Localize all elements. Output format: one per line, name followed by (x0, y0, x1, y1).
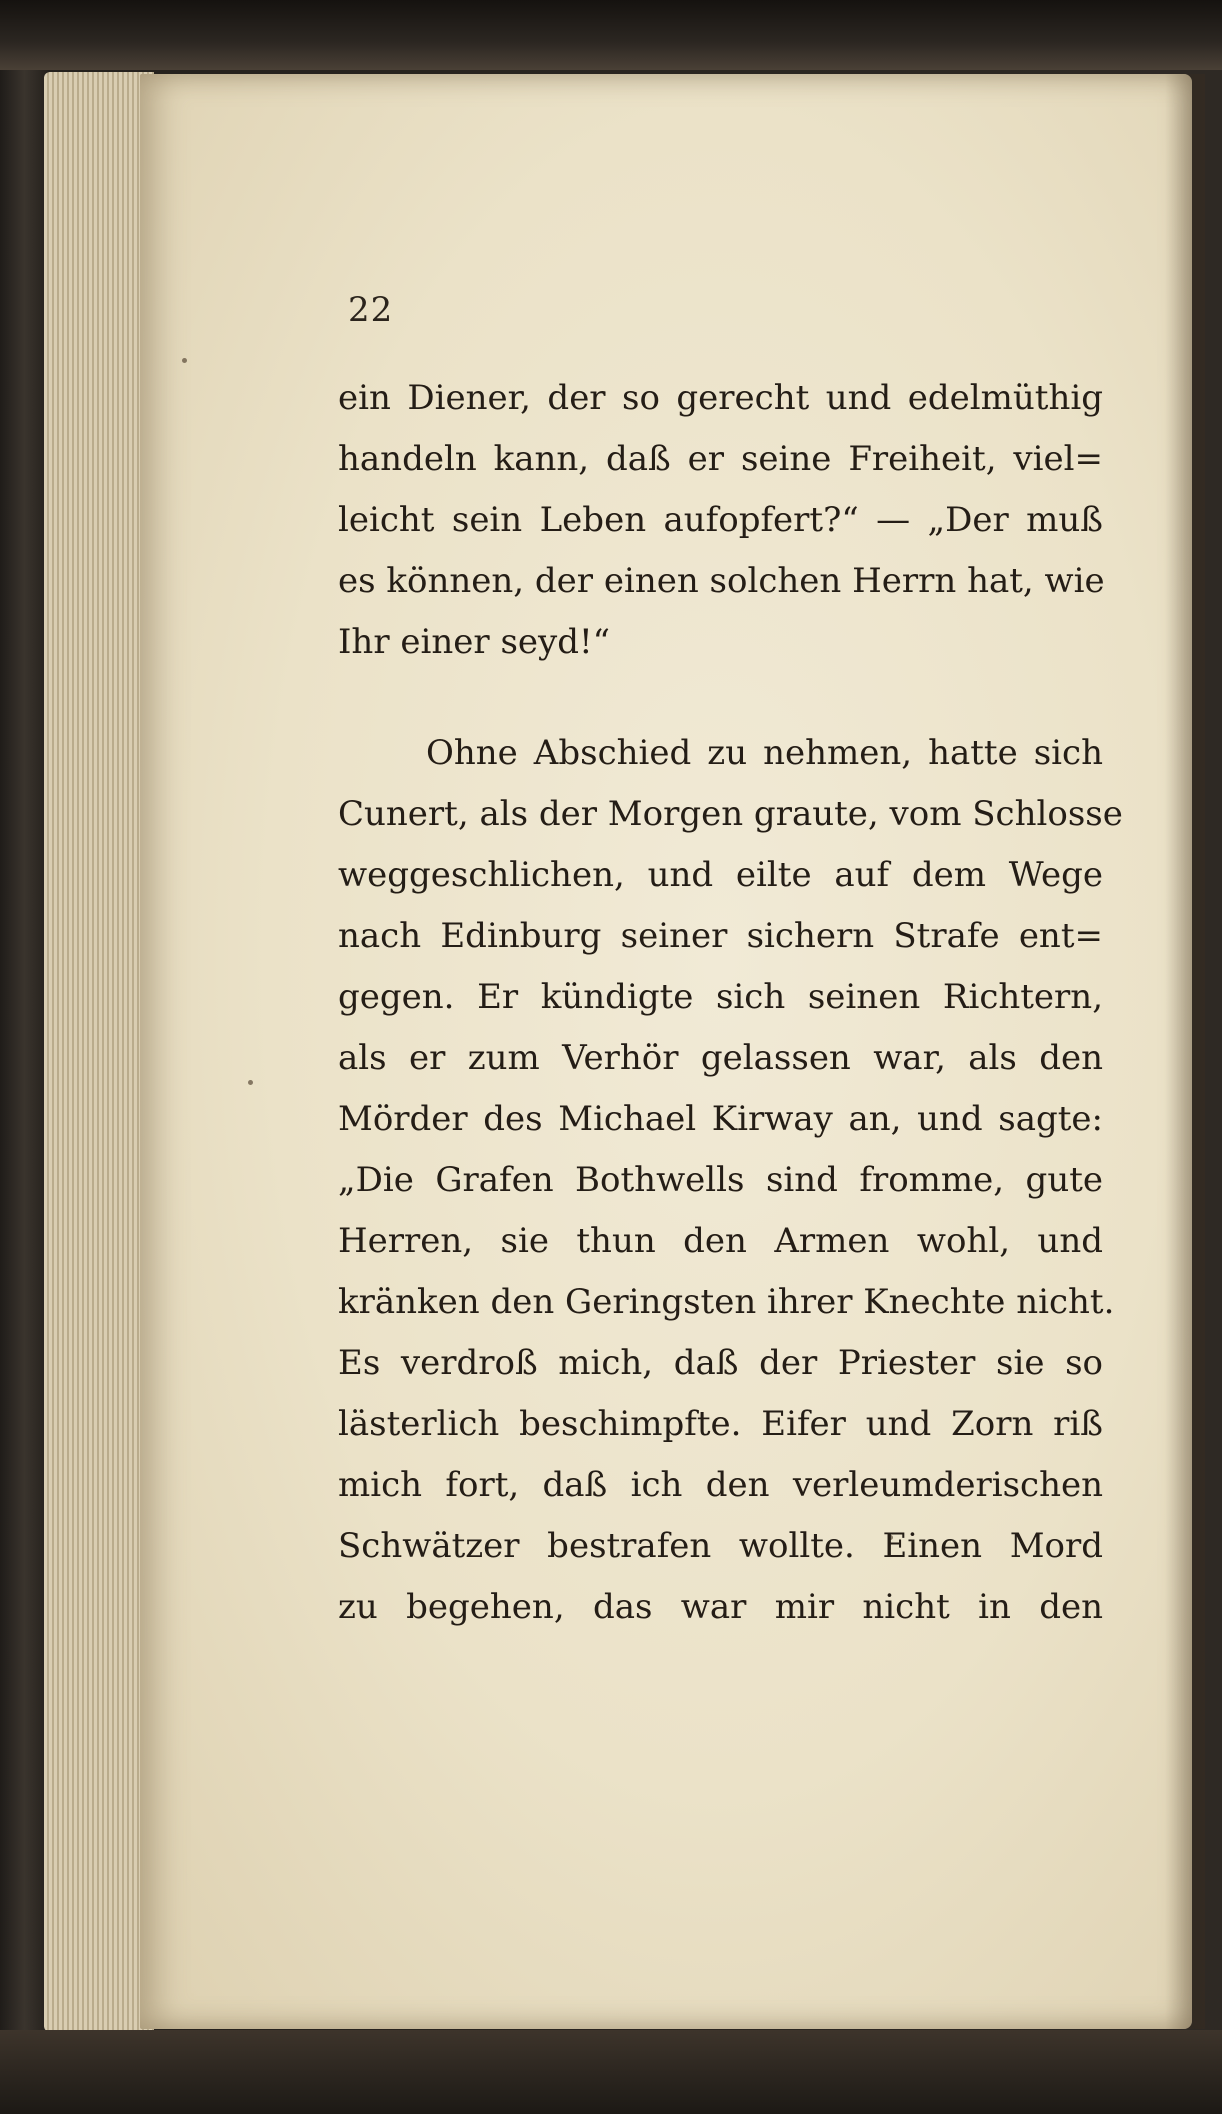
text-line: leicht sein Leben aufopfert?“ — „Der muß (338, 500, 1103, 540)
text-line: Mörder des Michael Kirway an, und sagte: (338, 1099, 1103, 1139)
paper-speck (248, 1080, 253, 1085)
text-line: weggeschlichen, und eilte auf dem Wege (338, 855, 1103, 895)
text-line: es können, der einen solchen Herrn hat, wie (338, 561, 1105, 601)
text-line: lästerlich beschimpfte. Eifer und Zorn riß (338, 1404, 1103, 1444)
text-line: zu begehen, das war mir nicht in den (338, 1587, 1103, 1627)
text-line: Schwätzer bestrafen wollte. Einen Mord (338, 1526, 1103, 1566)
text-line: gegen. Er kündigte sich seinen Richtern, (338, 977, 1103, 1017)
book-cover-top (0, 0, 1222, 70)
book-cover-bottom (0, 2030, 1222, 2114)
text-line: als er zum Verhör gelassen war, als den (338, 1038, 1103, 1078)
text-line: handeln kann, daß er seine Freiheit, viel= (338, 439, 1103, 479)
paragraph-gap (338, 673, 1103, 723)
text-line: nach Edinburg seiner sichern Strafe ent= (338, 916, 1103, 956)
text-line: Ihr einer seyd!“ (338, 622, 611, 662)
text-line: Cunert, als der Morgen graute, vom Schlosse (338, 794, 1123, 834)
body-text (338, 368, 1123, 1638)
text-line: Ohne Abschied zu nehmen, hatte sich (426, 733, 1103, 773)
paper-speck (182, 358, 187, 363)
gutter-shadow (1165, 74, 1205, 2029)
page-number: 22 (348, 290, 394, 330)
text-line: ein Diener, der so gerecht und edelmüthig (338, 378, 1103, 418)
text-line: mich fort, daß ich den verleumderischen (338, 1465, 1103, 1505)
text-line: kränken den Geringsten ihrer Knechte nicht. (338, 1282, 1115, 1322)
text-line: „Die Grafen Bothwells sind fromme, gute (338, 1160, 1103, 1200)
text-line: Herren, sie thun den Armen wohl, und (338, 1221, 1103, 1261)
page-stack-edges (44, 72, 154, 2032)
text-line: Es verdroß mich, daß der Priester sie so (338, 1343, 1103, 1383)
